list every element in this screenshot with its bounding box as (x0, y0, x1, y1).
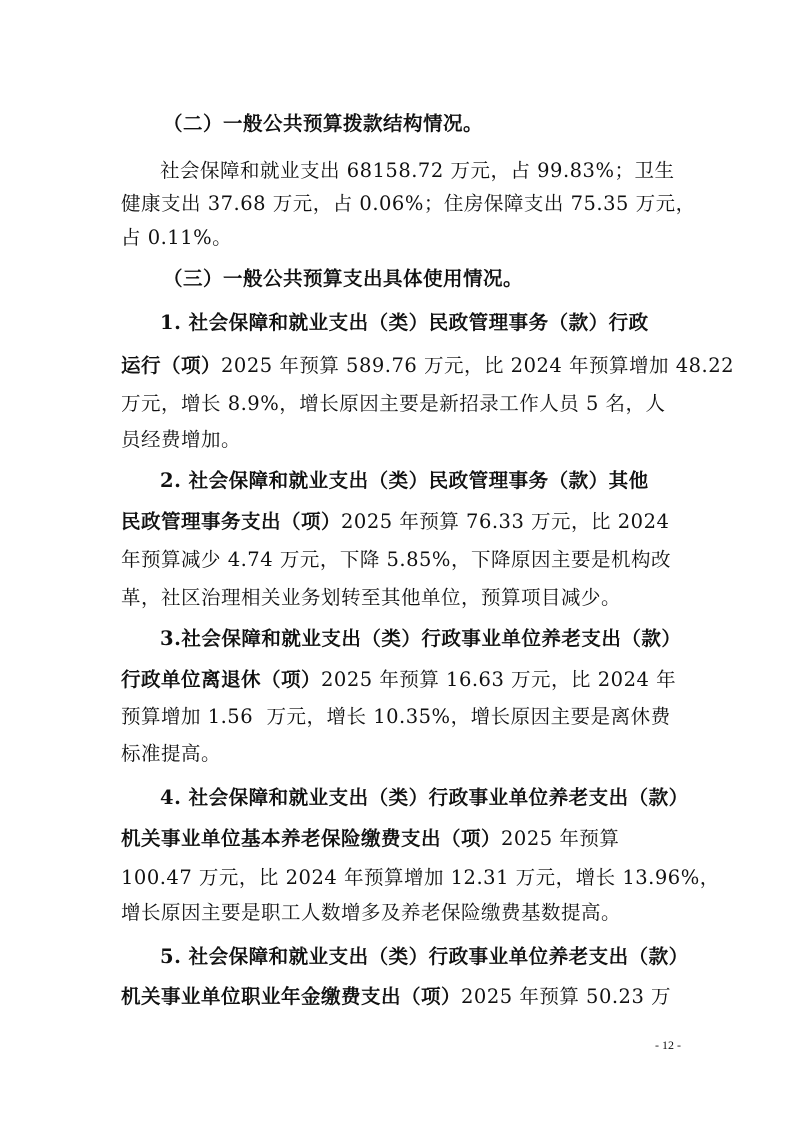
item-2-title: 2. 社会保障和就业支出（类）民政管理事务（款）其他 (160, 469, 649, 492)
item-2-line-2: 民政管理事务支出（项）2025 年预算 76.33 万元，比 2024 (121, 510, 670, 533)
page-number: - 12 - (655, 1038, 681, 1052)
item-3-line-4: 标准提高。 (121, 742, 222, 765)
section-heading-2: （二）一般公共预算拨款结构情况。 (163, 112, 484, 135)
item-4-line-2: 机关事业单位基本养老保险缴费支出（项）2025 年预算 (121, 827, 620, 850)
item-1-line-4: 员经费增加。 (121, 428, 242, 451)
item-2-line-3: 年预算减少 4.74 万元，下降 5.85%，下降原因主要是机构改 (121, 548, 671, 571)
item-1-title: 1. 社会保障和就业支出（类）民政管理事务（款）行政 (160, 311, 649, 334)
item-3-title: 3.社会保障和就业支出（类）行政事业单位养老支出（款） (160, 627, 682, 650)
item-5-line-2: 机关事业单位职业年金缴费支出（项）2025 年预算 50.23 万 (121, 985, 672, 1008)
item-1-line-3: 万元，增长 8.9%，增长原因主要是新招录工作人员 5 名，人 (121, 392, 666, 415)
item-3-line-2: 行政单位离退休（项）2025 年预算 16.63 万元，比 2024 年 (121, 668, 677, 691)
item-1-line-2: 运行（项）2025 年预算 589.76 万元，比 2024 年预算增加 48.22 (121, 354, 735, 377)
section-heading-3: （三）一般公共预算支出具体使用情况。 (163, 267, 524, 290)
item-2-line-4: 革，社区治理相关业务划转至其他单位，预算项目减少。 (121, 586, 622, 609)
item-5-title: 5. 社会保障和就业支出（类）行政事业单位养老支出（款） (160, 945, 689, 968)
item-4-line-3: 100.47 万元，比 2024 年预算增加 12.31 万元，增长 13.96%， (121, 866, 720, 889)
item-3-line-3: 预算增加 1.56 万元，增长 10.35%，增长原因主要是离休费 (121, 705, 671, 728)
item-4-line-4: 增长原因主要是职工人数增多及养老保险缴费基数提高。 (121, 901, 622, 924)
item-4-title: 4. 社会保障和就业支出（类）行政事业单位养老支出（款） (160, 786, 689, 809)
para2-line-2: 健康支出 37.68 万元，占 0.06%；住房保障支出 75.35 万元， (121, 192, 696, 215)
para2-line-3: 占 0.11%。 (121, 226, 233, 249)
para2-line-1: 社会保障和就业支出 68158.72 万元，占 99.83%；卫生 (160, 159, 675, 182)
